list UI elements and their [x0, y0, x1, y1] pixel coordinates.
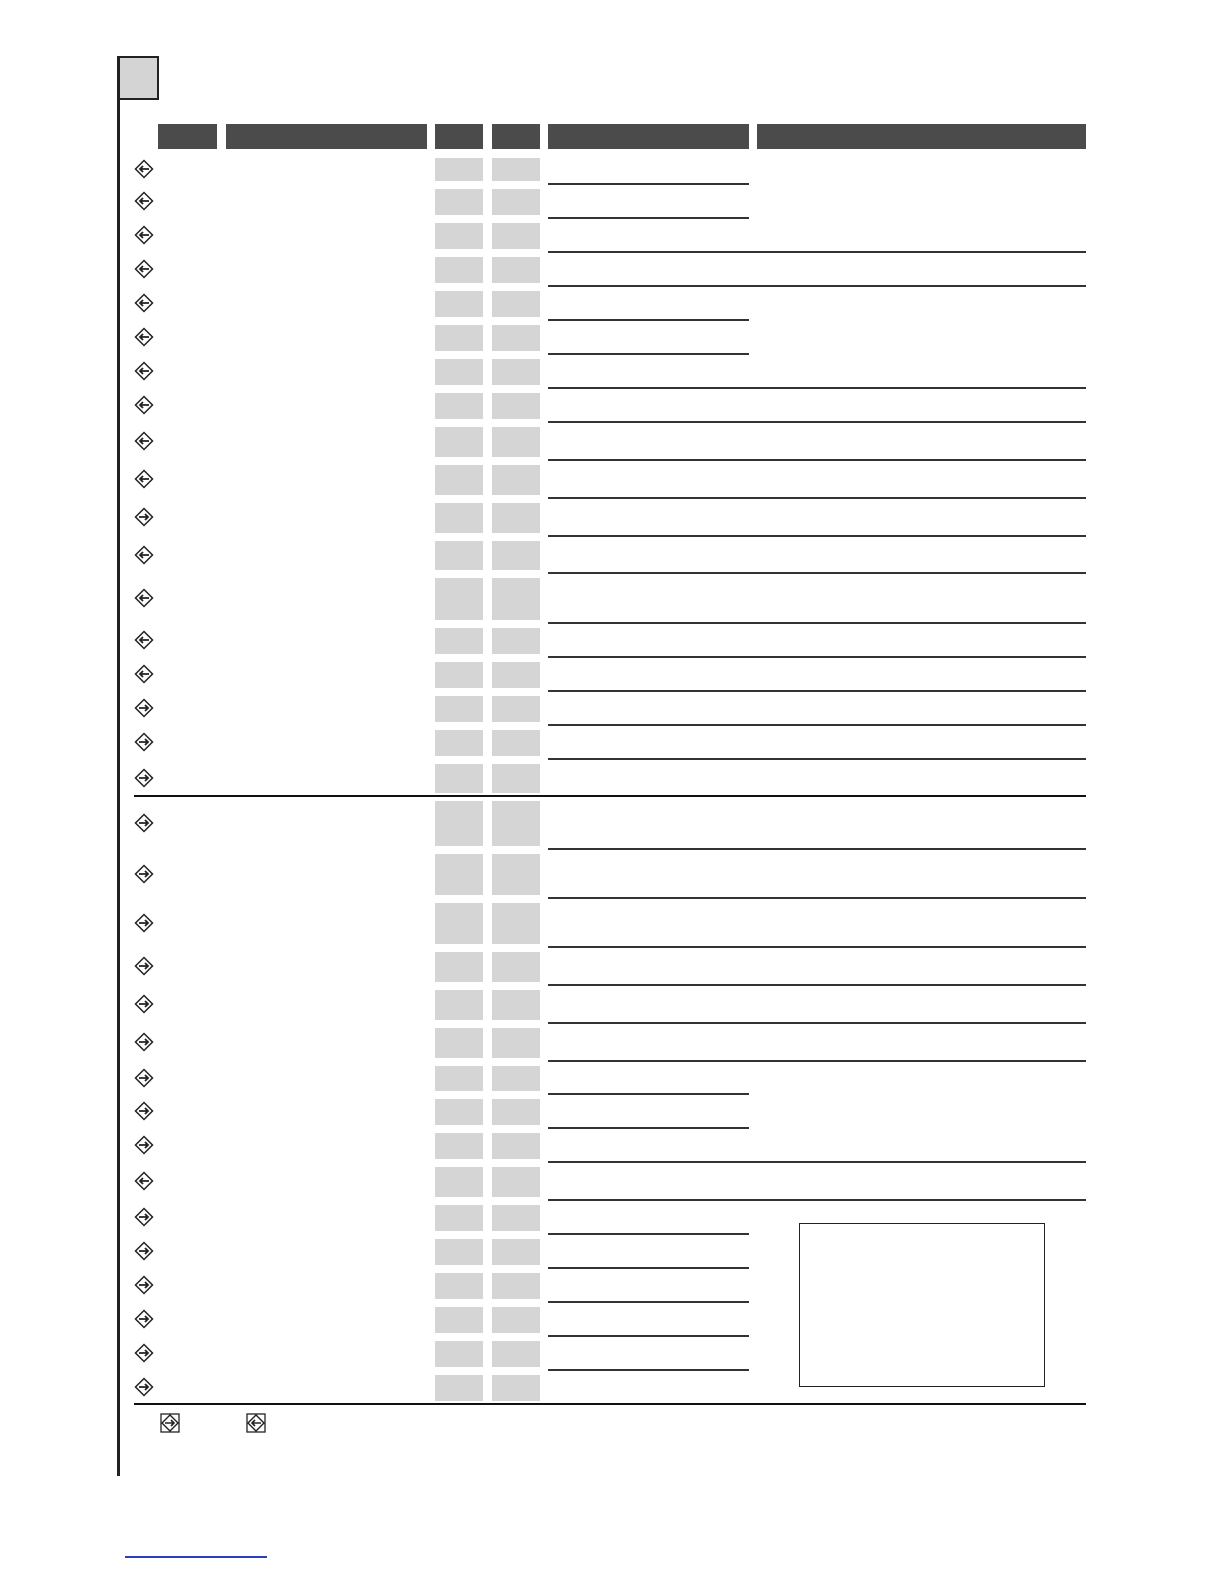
input-arrow-icon — [134, 768, 154, 788]
grey-cell — [435, 1307, 483, 1333]
grey-cell — [435, 325, 483, 351]
grey-cell — [492, 628, 540, 654]
grey-cell — [492, 990, 540, 1020]
row-divider — [548, 758, 1086, 760]
row-divider — [548, 459, 1086, 461]
grey-cell — [492, 903, 540, 944]
row-divider — [548, 1301, 749, 1303]
input-arrow-icon — [134, 1241, 154, 1261]
output-arrow-icon — [134, 664, 154, 684]
output-arrow-icon — [134, 159, 154, 179]
row-divider — [548, 848, 1086, 850]
grey-cell — [492, 764, 540, 793]
grey-cell — [492, 325, 540, 351]
row-divider — [548, 1093, 749, 1095]
row-divider — [548, 1267, 749, 1269]
header-cell-3 — [435, 124, 483, 149]
grey-cell — [492, 427, 540, 457]
grey-cell — [435, 465, 483, 495]
row-divider — [548, 724, 1086, 726]
grey-cell — [492, 503, 540, 533]
grey-cell — [492, 1239, 540, 1265]
grey-cell — [492, 189, 540, 215]
grey-cell — [435, 1028, 483, 1058]
footer-link-underline[interactable] — [125, 1556, 267, 1558]
grey-cell — [435, 1273, 483, 1299]
row-divider — [548, 251, 1086, 253]
row-divider — [548, 656, 1086, 658]
grey-cell — [435, 696, 483, 722]
row-divider — [548, 1161, 1086, 1163]
grey-cell — [492, 223, 540, 249]
grey-cell — [435, 764, 483, 793]
grey-cell — [435, 801, 483, 846]
row-divider — [548, 1060, 1086, 1062]
output-arrow-icon — [134, 588, 154, 608]
row-divider — [548, 1335, 749, 1337]
grey-cell — [492, 1167, 540, 1197]
grey-cell — [492, 291, 540, 317]
grey-cell — [435, 903, 483, 944]
grey-cell — [492, 1273, 540, 1299]
header-cell-2 — [226, 124, 427, 149]
input-arrow-icon — [160, 1413, 180, 1433]
row-divider — [548, 946, 1086, 948]
grey-cell — [492, 578, 540, 620]
row-divider — [548, 285, 1086, 287]
grey-cell — [435, 189, 483, 215]
grey-cell — [492, 465, 540, 495]
input-arrow-icon — [134, 994, 154, 1014]
grey-cell — [492, 1307, 540, 1333]
header-cell-6 — [757, 124, 1086, 149]
output-arrow-icon — [134, 469, 154, 489]
row-divider — [548, 1022, 1086, 1024]
input-arrow-icon — [134, 732, 154, 752]
row-divider — [134, 795, 1086, 797]
row-divider — [548, 1199, 1086, 1201]
grey-cell — [435, 223, 483, 249]
grey-cell — [492, 1205, 540, 1231]
row-divider — [548, 421, 1086, 423]
output-arrow-icon — [134, 225, 154, 245]
grey-cell — [492, 541, 540, 570]
grey-cell — [435, 1341, 483, 1367]
grey-cell — [492, 257, 540, 283]
row-divider — [548, 1233, 749, 1235]
input-arrow-icon — [134, 913, 154, 933]
grey-cell — [435, 291, 483, 317]
row-divider — [134, 1403, 1086, 1405]
output-arrow-icon — [134, 1171, 154, 1191]
grey-cell — [492, 952, 540, 982]
row-divider — [548, 897, 1086, 899]
grey-cell — [492, 696, 540, 722]
grey-cell — [435, 541, 483, 570]
row-divider — [548, 984, 1086, 986]
row-divider — [548, 497, 1086, 499]
grey-cell — [435, 990, 483, 1020]
grey-cell — [492, 730, 540, 756]
input-arrow-icon — [134, 1343, 154, 1363]
grey-cell — [492, 1375, 540, 1401]
input-arrow-icon — [134, 1068, 154, 1088]
input-arrow-icon — [134, 1377, 154, 1397]
grey-cell — [435, 393, 483, 419]
grey-cell — [435, 1099, 483, 1125]
input-arrow-icon — [134, 1275, 154, 1295]
grey-cell — [435, 257, 483, 283]
output-arrow-icon — [134, 431, 154, 451]
grey-cell — [492, 393, 540, 419]
grey-cell — [492, 158, 540, 181]
output-arrow-icon — [134, 327, 154, 347]
grey-cell — [435, 662, 483, 688]
header-cell-1 — [158, 124, 217, 149]
row-divider — [548, 622, 1086, 624]
output-arrow-icon — [134, 395, 154, 415]
grey-cell — [492, 359, 540, 385]
row-divider — [548, 387, 1086, 389]
output-arrow-icon — [134, 545, 154, 565]
input-arrow-icon — [134, 698, 154, 718]
grey-cell — [435, 578, 483, 620]
output-arrow-icon — [246, 1413, 266, 1433]
input-arrow-icon — [134, 864, 154, 884]
row-divider — [548, 535, 1086, 537]
grey-cell — [435, 427, 483, 457]
grey-cell — [435, 730, 483, 756]
grey-cell — [435, 854, 483, 895]
output-arrow-icon — [134, 630, 154, 650]
input-arrow-icon — [134, 1101, 154, 1121]
output-arrow-icon — [134, 191, 154, 211]
input-arrow-icon — [134, 1135, 154, 1155]
row-divider — [548, 183, 749, 185]
grey-cell — [435, 1066, 483, 1091]
grey-cell — [492, 1133, 540, 1159]
input-arrow-icon — [134, 1032, 154, 1052]
output-arrow-icon — [134, 293, 154, 313]
input-arrow-icon — [134, 1309, 154, 1329]
grey-cell — [435, 1167, 483, 1197]
row-divider — [548, 572, 1086, 574]
grey-cell — [435, 359, 483, 385]
output-arrow-icon — [134, 361, 154, 381]
row-divider — [548, 353, 749, 355]
grey-cell — [435, 1205, 483, 1231]
grey-cell — [435, 1375, 483, 1401]
grey-cell — [435, 628, 483, 654]
grey-cell — [435, 158, 483, 181]
input-arrow-icon — [134, 813, 154, 833]
grey-cell — [492, 1028, 540, 1058]
input-arrow-icon — [134, 1207, 154, 1227]
grey-cell — [492, 1099, 540, 1125]
note-box — [799, 1223, 1045, 1387]
grey-cell — [435, 1239, 483, 1265]
grey-cell — [492, 801, 540, 846]
grey-cell — [435, 1133, 483, 1159]
left-margin-rule — [117, 56, 120, 1476]
row-divider — [548, 217, 749, 219]
row-divider — [548, 690, 1086, 692]
grey-cell — [492, 854, 540, 895]
input-arrow-icon — [134, 507, 154, 527]
grey-cell — [492, 662, 540, 688]
row-divider — [548, 319, 749, 321]
grey-cell — [492, 1066, 540, 1091]
input-arrow-icon — [134, 956, 154, 976]
row-divider — [548, 1127, 749, 1129]
grey-cell — [435, 503, 483, 533]
header-cell-5 — [548, 124, 749, 149]
header-cell-4 — [492, 124, 540, 149]
output-arrow-icon — [134, 259, 154, 279]
grey-cell — [435, 952, 483, 982]
section-tab — [117, 56, 159, 100]
grey-cell — [492, 1341, 540, 1367]
row-divider — [548, 1369, 749, 1371]
